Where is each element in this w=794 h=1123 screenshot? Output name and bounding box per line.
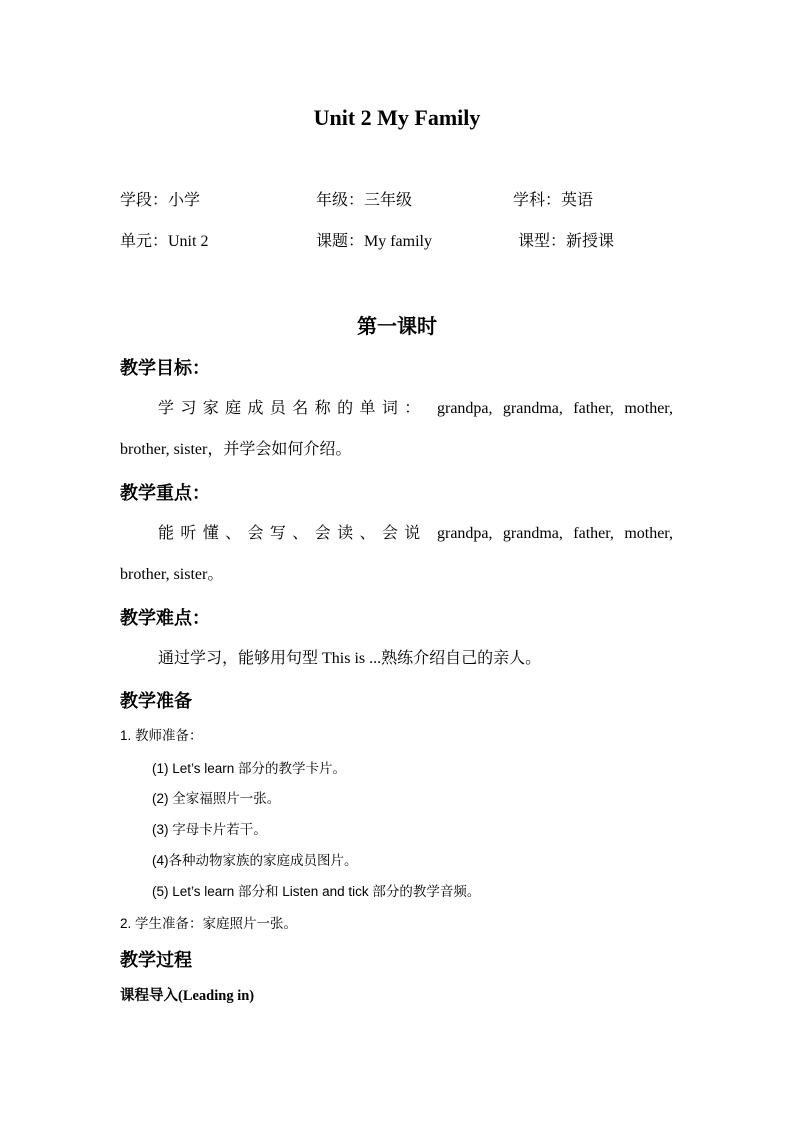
difficulties-line-1: 通过学习，能够用句型 This is ...熟练介绍自己的亲人。 — [158, 650, 542, 667]
meta-stage: 学段：小学 — [120, 192, 201, 209]
process-subheading: 课程导入(Leading in) — [120, 988, 255, 1004]
meta-lesson-type: 课型：新授课 — [518, 233, 615, 250]
preparation-heading: 教学准备 — [120, 691, 192, 711]
teacher-preparation: 1. 教师准备： — [120, 728, 203, 743]
teacher-item-1: (1) Let’s learn 部分的教学卡片。 — [152, 761, 347, 776]
teacher-item-4: (4)各种动物家族的家庭成员图片。 — [152, 853, 358, 868]
teacher-item-3: (3) 字母卡片若干。 — [152, 822, 267, 837]
meta-subject: 学科：英语 — [513, 192, 594, 209]
difficulties-heading: 教学难点： — [120, 608, 210, 628]
document-title: Unit 2 My Family — [313, 105, 481, 130]
teacher-item-5: (5) Let’s learn 部分和 Listen and tick 部分的教学音频。 — [152, 884, 481, 899]
meta-topic: 课题：My family — [316, 233, 432, 250]
meta-unit: 单元：Unit 2 — [120, 233, 209, 250]
objectives-line-1: 学习家庭成员名称的单词： grandpa, grandma, father, mother, — [158, 400, 673, 417]
objectives-line-2: brother, sister，并学会如何介绍。 — [120, 441, 352, 458]
teacher-item-2: (2) 全家福照片一张。 — [152, 791, 281, 806]
key-points-line-2: brother, sister。 — [120, 566, 224, 583]
student-preparation: 2. 学生准备：家庭照片一张。 — [120, 916, 298, 931]
objectives-heading: 教学目标： — [120, 358, 210, 378]
key-points-line-1: 能听懂、会写、会读、会说 grandpa, grandma, father, mother, — [158, 525, 673, 542]
key-points-heading: 教学重点： — [120, 483, 210, 503]
meta-grade: 年级：三年级 — [316, 192, 413, 209]
lesson-title: 第一课时 — [357, 316, 437, 338]
process-heading: 教学过程 — [120, 950, 192, 970]
